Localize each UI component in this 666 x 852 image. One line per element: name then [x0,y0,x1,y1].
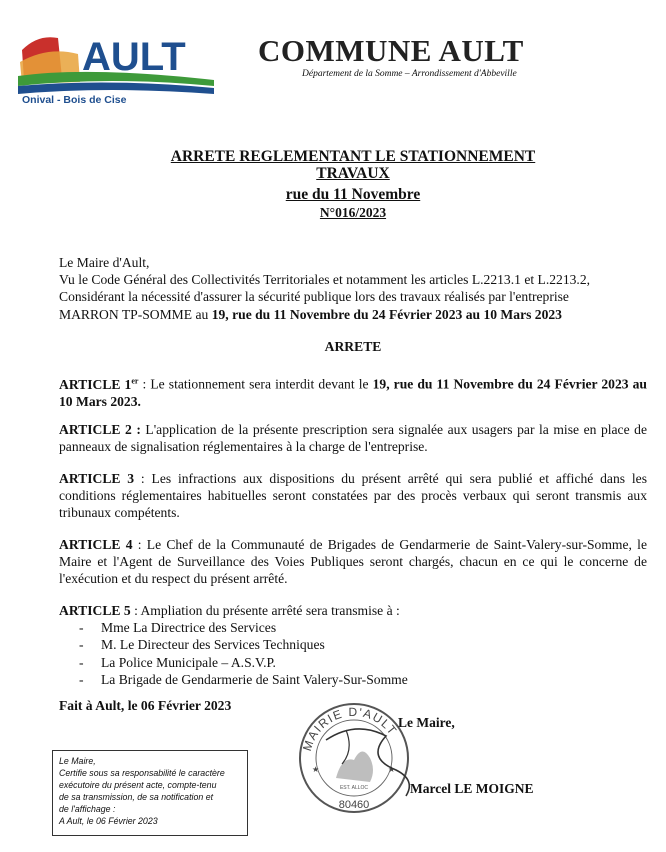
list-item: - M. Le Directeur des Services Techniques [59,636,647,653]
article-2-text: L'application de la présente prescription sera signalée aux usagers par la mise en place de panneaux de signalisation réglementaires à la charge de l'entreprise. [59,422,647,455]
ault-logo [18,20,218,105]
intro-mayor: Le Maire d'Ault, [59,255,150,270]
intro-company-text: MARRON TP-SOMME au [59,306,212,322]
list-item: - Mme La Directrice des Services [59,619,647,636]
cert-line: A Ault, le 06 Février 2023 [59,816,158,826]
svg-text:MAIRIE D'AULT [300,705,400,753]
stamp-code: 80460 [338,799,370,811]
logo-subtitle: Onival - Bois de Cise [22,94,127,105]
commune-title: COMMUNE AULT [258,33,524,68]
article-1-bold: 19, rue du 11 Novembre du 24 Février 2023 au 10 Mars 2023. [59,376,647,409]
article-4-label: ARTICLE 4 [59,537,133,552]
stamp-small-text: EST. ALLOC [339,785,369,791]
title-line-2: TRAVAUX [316,165,390,182]
signature-name: Marcel LE MOIGNE [410,781,534,796]
stamp-text: MAIRIE D'AULT [299,704,401,753]
intro-code: Vu le Code Général des Collectivités Territoriales et notamment les articles L.2213.1 et L.2213.2, [59,272,591,288]
cert-line: de sa transmission, de sa notification et [59,792,214,802]
cert-line: Certifie sous sa responsabilité le caractère [59,768,225,778]
article-2-label: ARTICLE 2 : [59,422,141,437]
article-5 [59,602,647,688]
svg-text:★: ★ [312,765,320,774]
mairie-stamp [296,700,412,816]
arrete-heading: ARRETE [324,339,382,354]
article-1 [59,372,647,410]
article-3-text: : Les infractions aux dispositions du présent arrêté qui sera publié et affiché dans les conditions réglementaires habituelles seront constatées par des procès verbaux qui seront transmis aux tribunaux compétents. [59,471,647,521]
recipient-list [59,619,647,688]
done-at-date: Fait à Ault, le 06 Février 2023 [59,698,232,713]
article-5-text: : Ampliation du présente arrêté sera transmise à : [130,603,400,618]
article-1-text: : Le stationnement sera interdit devant le [138,376,373,392]
article-5-label: ARTICLE 5 [59,603,131,618]
title-line-3: rue du 11 Novembre [285,186,421,203]
article-3 [59,470,647,522]
cert-line: exécutoire du présent acte, compte-tenu [59,780,217,790]
cert-line: de l'affichage : [59,804,116,814]
list-item: - La Police Municipale – A.S.V.P. [59,654,647,671]
intro-company [59,306,647,323]
intro-considering: Considérant la nécessité d'assurer la sécurité publique lors des travaux réalisés par l'entreprise [59,289,569,305]
article-1-label: ARTICLE 1er [59,376,139,392]
intro-address-dates: 19, rue du 11 Novembre du 24 Février 2023 au 10 Mars 2023 [211,306,562,322]
signature-role: Le Maire, [398,715,455,730]
certification-box [52,750,248,836]
article-4 [59,536,647,588]
intro-block [59,254,647,323]
article-2 [59,421,647,455]
cert-line: Le Maire, [59,756,96,766]
list-item: - La Brigade de Gendarmerie de Saint Valery-Sur-Somme [59,671,647,688]
article-4-text: : Le Chef de la Communauté de Brigades de Gendarmerie de Saint-Valery-sur-Somme, le Maire et l'Agent de Surveillance des Voies Publiques seront chargés, chacun en ce qui le concerne de l'exécution et du respect du présent arrêté. [59,537,647,587]
article-3-label: ARTICLE 3 [59,471,135,486]
department-line: Département de la Somme – Arrondissement d'Abbeville [302,69,517,79]
logo-name: AULT [82,35,186,79]
svg-text:★: ★ [388,765,396,774]
title-line-1: ARRETE REGLEMENTANT LE STATIONNEMENT [170,148,536,165]
title-number: N°016/2023 [319,205,387,220]
